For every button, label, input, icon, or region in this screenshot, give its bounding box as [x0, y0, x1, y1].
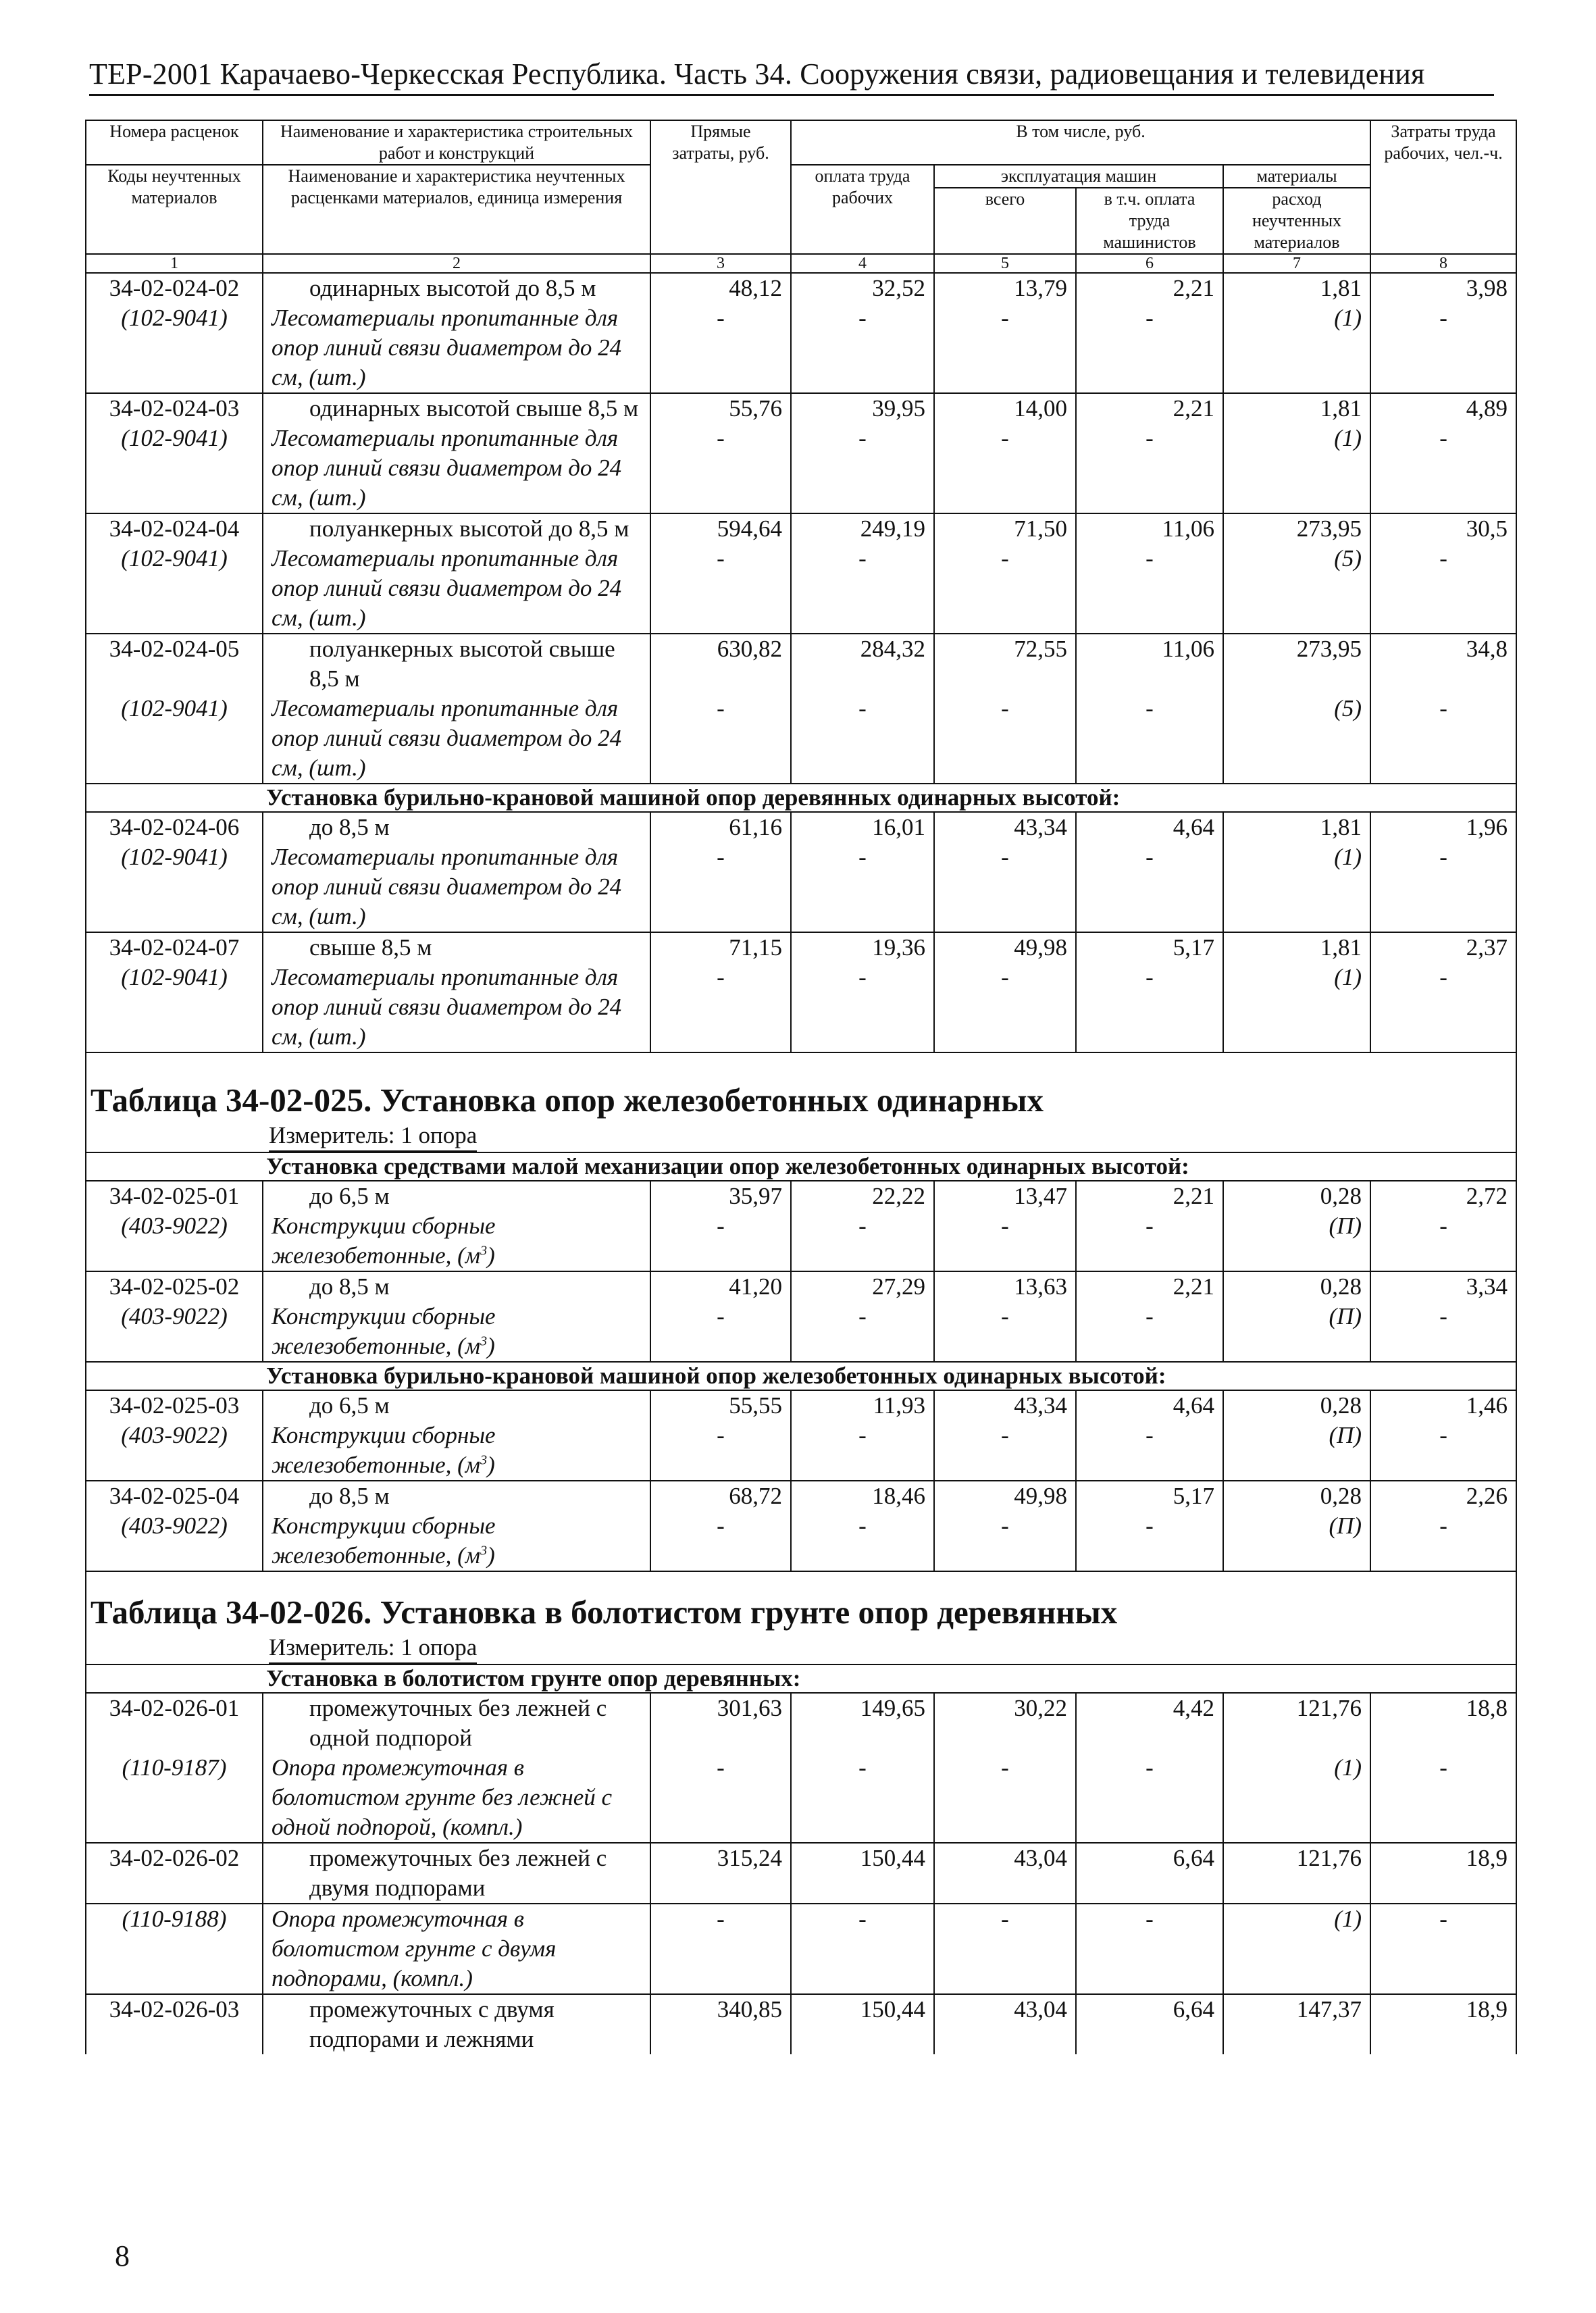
section-heading: Установка в болотистом грунте опор деревянных: — [86, 1664, 1516, 1693]
material-row: (403-9022) Конструкции сборные железобетонные, $(м^3)$ - - - - (П) - — [86, 1511, 1516, 1571]
table-026-title-row — [86, 1571, 1516, 1633]
table-row: 34-02-026-03 промежуточных с двумя подпорами и лежнями 340,85 150,44 43,04 6,64 147,37 18,9 — [86, 1994, 1516, 2054]
material-row: (102-9041) Лесоматериалы пропитанные для опор линий связи диаметром до 24 см, (шт.) - - - - (1) - — [86, 842, 1516, 932]
page-number: 8 — [115, 2239, 130, 2272]
section-heading: Установка бурильно-крановой машиной опор железобетонных одинарных высотой: — [86, 1362, 1516, 1390]
col-direct-costs: Прямые затраты, руб. — [650, 120, 791, 254]
col-including: В том числе, руб. — [791, 120, 1370, 165]
section-heading: Установка бурильно-крановой машиной опор деревянных одинарных высотой: — [86, 784, 1516, 812]
col-rate-numbers: Номера расценок — [86, 120, 263, 165]
table-026-measure: Измеритель: 1 опора — [269, 1633, 477, 1664]
col-material-codes: Коды неучтенных материалов — [86, 165, 263, 254]
table-row: 34-02-025-01 до 6,5 м 35,97 22,22 13,47 2,21 0,28 2,72 — [86, 1181, 1516, 1211]
material-row: (403-9022) Конструкции сборные железобетонные, $(м^3)$ - - - - (П) - — [86, 1211, 1516, 1271]
col-material-consumption: расход неучтенных материалов — [1223, 188, 1370, 254]
column-numbers-row: 1 2 3 4 5 6 7 8 — [86, 254, 1516, 273]
material-row: (110-9188) Опора промежуточная в болотистом грунте с двумя подпорами, (компл.) - - - - (1) - — [86, 1904, 1516, 1994]
material-row: (102-9041) Лесоматериалы пропитанные для опор линий связи диаметром до 24 см, (шт.) - - - - (5) - — [86, 544, 1516, 634]
col-machines: эксплуатация машин — [934, 165, 1223, 188]
col-labor-hours: Затраты труда рабочих, чел.-ч. — [1370, 120, 1516, 254]
table-row: 34-02-024-03 одинарных высотой свыше 8,5 м 55,76 39,95 14,00 2,21 1,81 4,89 — [86, 393, 1516, 424]
table-row: 34-02-024-07 свыше 8,5 м 71,15 19,36 49,98 5,17 1,81 2,37 — [86, 932, 1516, 963]
material-row: (102-9041) Лесоматериалы пропитанные для опор линий связи диаметром до 24 см, (шт.) - - - - (1) - — [86, 424, 1516, 513]
table-025-measure: Измеритель: 1 опора — [269, 1121, 477, 1152]
table-row: 34-02-025-04 до 8,5 м 68,72 18,46 49,98 5,17 0,28 2,26 — [86, 1481, 1516, 1511]
material-row: (403-9022) Конструкции сборные железобетонные, $(м^3)$ - - - - (П) - — [86, 1302, 1516, 1362]
table-026-title: Таблица 34-02-026. Установка в болотистом грунте опор деревянных — [86, 1571, 1516, 1633]
material-row: (403-9022) Конструкции сборные железобетонные, $(м^3)$ - - - - (П) - — [86, 1421, 1516, 1481]
table-row: 34-02-026-02 промежуточных без лежней с двумя подпорами 315,24 150,44 43,04 6,64 121,76 18,9 — [86, 1843, 1516, 1904]
col-wages: оплата труда рабочих — [791, 165, 934, 254]
material-row: (102-9041) Лесоматериалы пропитанные для опор линий связи диаметром до 24 см, (шт.) - - - - (1) - — [86, 963, 1516, 1052]
material-row: (102-9041) Лесоматериалы пропитанные для опор линий связи диаметром до 24 см, (шт.) - - - - (5) - — [86, 694, 1516, 784]
material-row: (110-9187) Опора промежуточная в болотистом грунте без лежней с одной подпорой, (компл.) - - - - (1) - — [86, 1753, 1516, 1843]
table-025-title-row — [86, 1052, 1516, 1121]
col-material-name: Наименование и характеристика неучтенных расценками материалов, единица измерения — [263, 165, 650, 254]
table-025-title: Таблица 34-02-025. Установка опор железобетонных одинарных — [86, 1052, 1516, 1121]
table-row: 34-02-024-05 полуанкерных высотой свыше 8,5 м 630,82 284,32 72,55 11,06 273,95 34,8 — [86, 634, 1516, 694]
col-work-name: Наименование и характеристика строительных работ и конструкций — [263, 120, 650, 165]
col-machinist-wages: в т.ч. оплата труда машинистов — [1076, 188, 1223, 254]
col-materials: материалы — [1223, 165, 1370, 188]
table-row: 34-02-025-02 до 8,5 м 41,20 27,29 13,63 2,21 0,28 3,34 — [86, 1271, 1516, 1302]
table-row: 34-02-026-01 промежуточных без лежней с одной подпорой 301,63 149,65 30,22 4,42 121,76 18,8 — [86, 1693, 1516, 1753]
section-heading: Установка средствами малой механизации опор железобетонных одинарных высотой: — [86, 1152, 1516, 1181]
table-row: 34-02-025-03 до 6,5 м 55,55 11,93 43,34 4,64 0,28 1,46 — [86, 1390, 1516, 1421]
material-row: (102-9041) Лесоматериалы пропитанные для опор линий связи диаметром до 24 см, (шт.) - - - - (1) - — [86, 303, 1516, 393]
table-row: 34-02-024-02 одинарных высотой до 8,5 м 48,12 32,52 13,79 2,21 1,81 3,98 — [86, 273, 1516, 303]
document-header: ТЕР-2001 Карачаево-Черкесская Республика. Часть 34. Сооружения связи, радиовещания и телевидения — [89, 57, 1494, 96]
rates-table — [85, 120, 1517, 2054]
table-row: 34-02-024-06 до 8,5 м 61,16 16,01 43,34 4,64 1,81 1,96 — [86, 812, 1516, 842]
table-row: 34-02-024-04 полуанкерных высотой до 8,5 м 594,64 249,19 71,50 11,06 273,95 30,5 — [86, 513, 1516, 544]
col-machines-total: всего — [934, 188, 1076, 254]
